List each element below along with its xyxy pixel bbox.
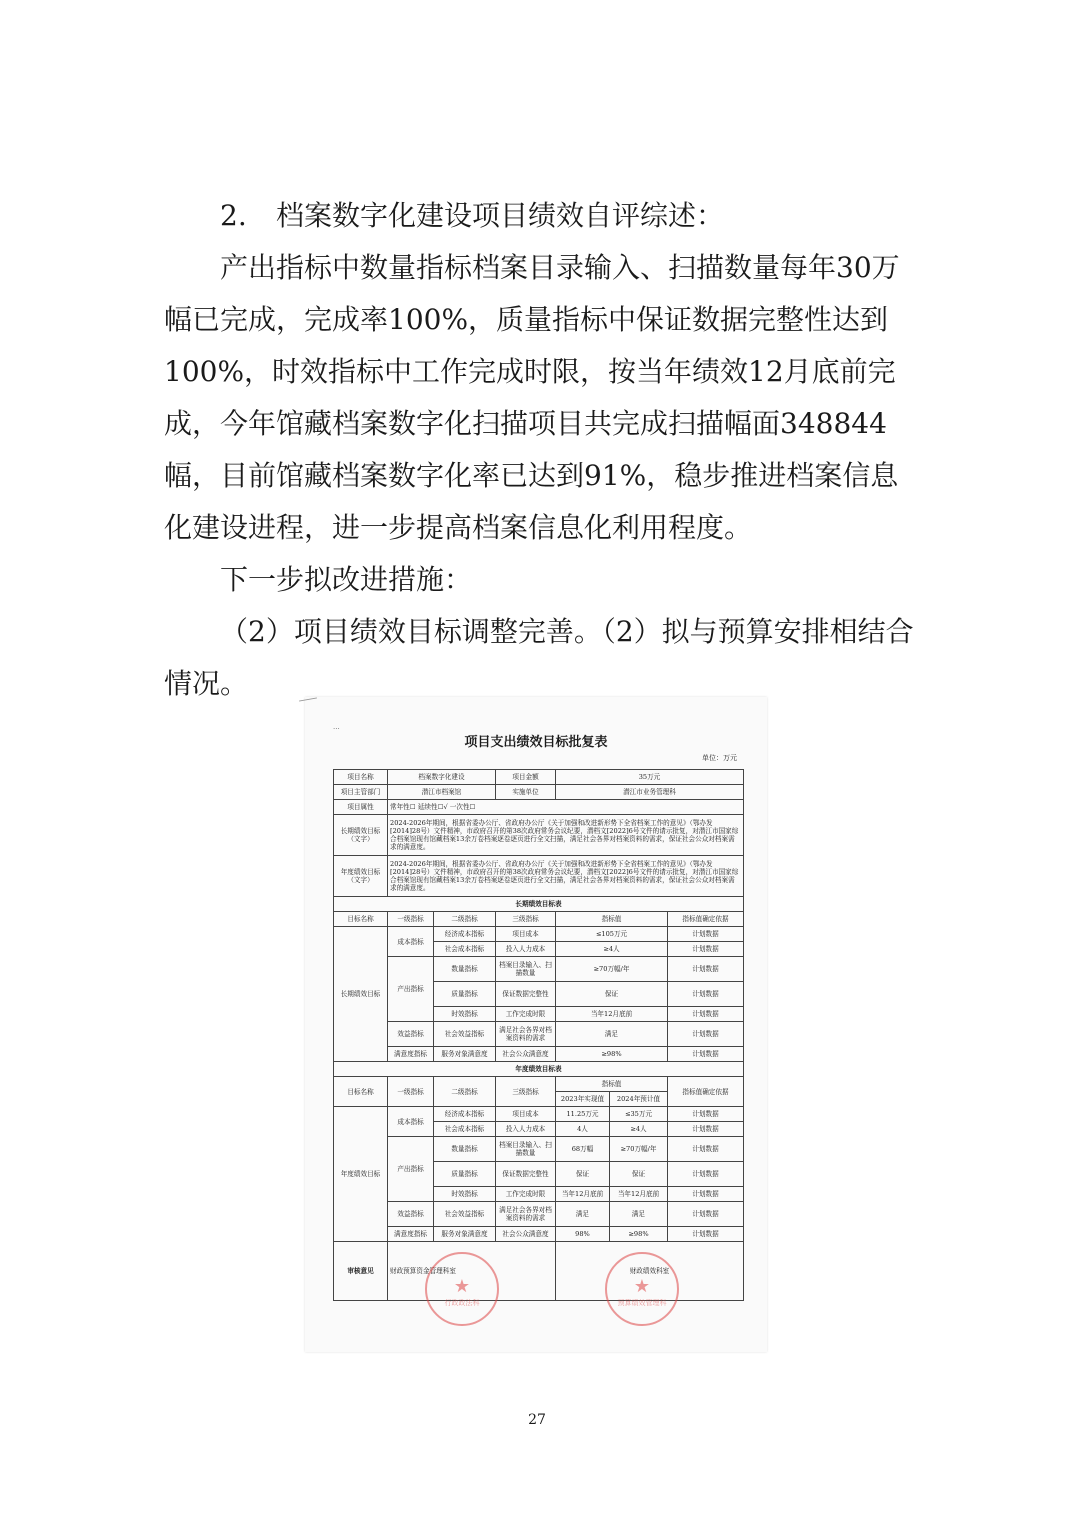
basis-cell: 计划数据 — [668, 1137, 744, 1162]
cell-value: 潜江市档案馆 — [388, 785, 496, 800]
basis-cell: 计划数据 — [668, 982, 744, 1007]
table-title: 项目支出绩效目标批复表 — [464, 735, 608, 750]
level3-cell: 投入人力成本 — [496, 1122, 556, 1137]
scanned-approval-table — [305, 697, 767, 1352]
basis-cell: 计划数据 — [668, 1047, 744, 1062]
header-cell: 指标值 — [556, 1077, 668, 1092]
review-right: 财政绩效科室 — [556, 1242, 744, 1301]
value-2023: 保证 — [556, 1162, 610, 1187]
header-cell: 目标名称 — [334, 912, 388, 927]
level2-cell: 社会效益指标 — [434, 1022, 496, 1047]
level1-cell: 满意度指标 — [388, 1227, 434, 1242]
level2-cell: 社会成本指标 — [434, 1122, 496, 1137]
header-cell: 指标值确定依据 — [668, 1077, 744, 1107]
scan-corner-text: ... — [333, 723, 340, 731]
section-title: 年度绩效目标表 — [334, 1062, 744, 1077]
level3-cell: 档案目录输入、扫描数量 — [496, 1137, 556, 1162]
value-cell: 保证 — [556, 982, 668, 1007]
value-cell: ≥98% — [556, 1047, 668, 1062]
level2-cell: 服务对象满意度 — [434, 1047, 496, 1062]
level1-cell: 成本指标 — [388, 927, 434, 957]
level2-cell: 服务对象满意度 — [434, 1227, 496, 1242]
section-heading — [220, 190, 724, 242]
level3-cell: 项目成本 — [496, 1107, 556, 1122]
cell-label: 项目金额 — [496, 770, 556, 785]
cell-label: 项目属性 — [334, 800, 388, 815]
cell-label: 长期绩效目标（文字） — [334, 815, 388, 856]
basis-cell: 计划数据 — [668, 1007, 744, 1022]
cell-label: 项目主管部门 — [334, 785, 388, 800]
level1-cell: 产出指标 — [388, 1137, 434, 1202]
value-cell: 当年12月底前 — [556, 1007, 668, 1022]
review-left: 财政预算资金管理科室 — [388, 1242, 556, 1301]
basis-cell: 计划数据 — [668, 957, 744, 982]
level3-cell: 满足社会各界对档案资料的需求 — [496, 1202, 556, 1227]
level2-cell: 社会效益指标 — [434, 1202, 496, 1227]
value-2023: 4人 — [556, 1122, 610, 1137]
table-unit: 单位：万元 — [702, 754, 737, 762]
level3-cell: 投入人力成本 — [496, 942, 556, 957]
cell-text: 2024-2026年期间，根据省委办公厅、省政府办公厅《关于加强和改进新形势下全省档案工作的意见》（鄂办发[2014]28号）文件精神，市政府召开的第38次政府常务会议纪要，潜档文[2022]6号文件的请示批复，对潜江市国家综合档案馆现有馆藏档案13余万卷档案逐卷逐页进行全文扫描，满足社会各界对档案资料的需求，保证社会公众对档案需求的满意度。 — [388, 856, 744, 897]
level1-cell: 效益指标 — [388, 1022, 434, 1047]
value-2023: 98% — [556, 1227, 610, 1242]
level2-cell: 数量指标 — [434, 957, 496, 982]
value-2023: 11.25万元 — [556, 1107, 610, 1122]
basis-cell: 计划数据 — [668, 1202, 744, 1227]
level1-cell: 效益指标 — [388, 1202, 434, 1227]
seal-right — [605, 1252, 679, 1326]
cell-label: 实施单位 — [496, 785, 556, 800]
target-name: 年度绩效目标 — [334, 1107, 388, 1242]
header-cell: 2024年预计值 — [610, 1092, 668, 1107]
value-cell: ≥70万幅/年 — [556, 957, 668, 982]
approval-table — [333, 769, 744, 1301]
header-cell: 2023年实现值 — [556, 1092, 610, 1107]
page-number: 27 — [528, 1412, 546, 1428]
section-number: 2. — [220, 199, 247, 232]
level2-cell: 质量指标 — [434, 1162, 496, 1187]
level3-cell: 工作完成时限 — [496, 1187, 556, 1202]
cell-value: 常年性☐ 延续性☐√ 一次性☐ — [388, 800, 744, 815]
header-cell: 指标值确定依据 — [668, 912, 744, 927]
value-2024: 保证 — [610, 1162, 668, 1187]
level2-cell: 经济成本指标 — [434, 1107, 496, 1122]
level3-cell: 保证数据完整性 — [496, 1162, 556, 1187]
level3-cell: 社会公众满意度 — [496, 1227, 556, 1242]
level2-cell: 社会成本指标 — [434, 942, 496, 957]
section-title: 档案数字化建设项目绩效自评综述： — [276, 199, 725, 232]
seal-star-icon: ★ — [633, 1276, 651, 1297]
cell-label: 年度绩效目标（文字） — [334, 856, 388, 897]
level3-cell: 社会公众满意度 — [496, 1047, 556, 1062]
value-2023: 68万幅 — [556, 1137, 610, 1162]
basis-cell: 计划数据 — [668, 1162, 744, 1187]
value-cell: ≤105万元 — [556, 927, 668, 942]
seal-star-icon: ★ — [453, 1276, 471, 1297]
value-2023: 当年12月底前 — [556, 1187, 610, 1202]
value-2024: 满足 — [610, 1202, 668, 1227]
value-2024: ≤35万元 — [610, 1107, 668, 1122]
level2-cell: 时效指标 — [434, 1007, 496, 1022]
level3-cell: 档案目录输入、扫描数量 — [496, 957, 556, 982]
value-2024: ≥70万幅/年 — [610, 1137, 668, 1162]
cell-value: 潜江市业务管理科 — [556, 785, 744, 800]
cell-value: 档案数字化建设 — [388, 770, 496, 785]
header-cell: 指标值 — [556, 912, 668, 927]
header-cell: 二级指标 — [434, 912, 496, 927]
basis-cell: 计划数据 — [668, 927, 744, 942]
paragraph-summary: 产出指标中数量指标档案目录输入、扫描数量每年30万幅已完成，完成率100%，质量指标中保证数据完整性达到100%，时效指标中工作完成时限，按当年绩效12月底前完成，今年馆藏档案数字化扫描项目共完成扫描幅面348844幅，目前馆藏档案数字化率已达到91%，稳步推进档案信息化建设进程，进一步提高档案信息化利用程度。 — [164, 251, 900, 544]
header-cell: 一级指标 — [388, 1077, 434, 1107]
section-title: 长期绩效目标表 — [334, 897, 744, 912]
value-cell: 满足 — [556, 1022, 668, 1047]
level3-cell: 项目成本 — [496, 927, 556, 942]
cell-value: 35万元 — [556, 770, 744, 785]
target-name: 长期绩效目标 — [334, 927, 388, 1062]
level2-cell: 数量指标 — [434, 1137, 496, 1162]
level3-cell: 工作完成时限 — [496, 1007, 556, 1022]
header-cell: 三级指标 — [496, 1077, 556, 1107]
level1-cell: 产出指标 — [388, 957, 434, 1022]
header-cell: 三级指标 — [496, 912, 556, 927]
seal-left-label: 行政政法科 — [444, 1299, 480, 1307]
value-2024: ≥4人 — [610, 1122, 668, 1137]
basis-cell: 计划数据 — [668, 1227, 744, 1242]
level2-cell: 经济成本指标 — [434, 927, 496, 942]
level1-cell: 满意度指标 — [388, 1047, 434, 1062]
paragraph-measures: （2）项目绩效目标调整完善。（2）拟与预算安排相结合情况。 — [164, 615, 914, 700]
header-cell: 二级指标 — [434, 1077, 496, 1107]
value-2023: 满足 — [556, 1202, 610, 1227]
level2-cell: 时效指标 — [434, 1187, 496, 1202]
value-2024: ≥98% — [610, 1227, 668, 1242]
basis-cell: 计划数据 — [668, 1187, 744, 1202]
cell-text: 2024-2026年期间，根据省委办公厅、省政府办公厅《关于加强和改进新形势下全省档案工作的意见》（鄂办发[2014]28号）文件精神，市政府召开的第38次政府常务会议纪要，潜档文[2022]6号文件的请示批复，对潜江市国家综合档案馆现有馆藏档案13余万卷档案逐卷逐页进行全文扫描，满足社会各界对档案资料的需求，保证社会公众对档案需求的满意度。 — [388, 815, 744, 856]
level3-cell: 满足社会各界对档案资料的需求 — [496, 1022, 556, 1047]
value-cell: ≥4人 — [556, 942, 668, 957]
paragraph-next-steps: 下一步拟改进措施： — [220, 563, 473, 596]
value-2024: 当年12月底前 — [610, 1187, 668, 1202]
basis-cell: 计划数据 — [668, 942, 744, 957]
seal-left — [425, 1252, 499, 1326]
header-cell: 目标名称 — [334, 1077, 388, 1107]
basis-cell: 计划数据 — [668, 1022, 744, 1047]
header-cell: 一级指标 — [388, 912, 434, 927]
level2-cell: 质量指标 — [434, 982, 496, 1007]
level1-cell: 成本指标 — [388, 1107, 434, 1137]
basis-cell: 计划数据 — [668, 1122, 744, 1137]
level3-cell: 保证数据完整性 — [496, 982, 556, 1007]
basis-cell: 计划数据 — [668, 1107, 744, 1122]
cell-label: 项目名称 — [334, 770, 388, 785]
seal-right-label: 预算绩效管理科 — [617, 1299, 667, 1307]
review-label: 审核意见 — [334, 1242, 388, 1301]
